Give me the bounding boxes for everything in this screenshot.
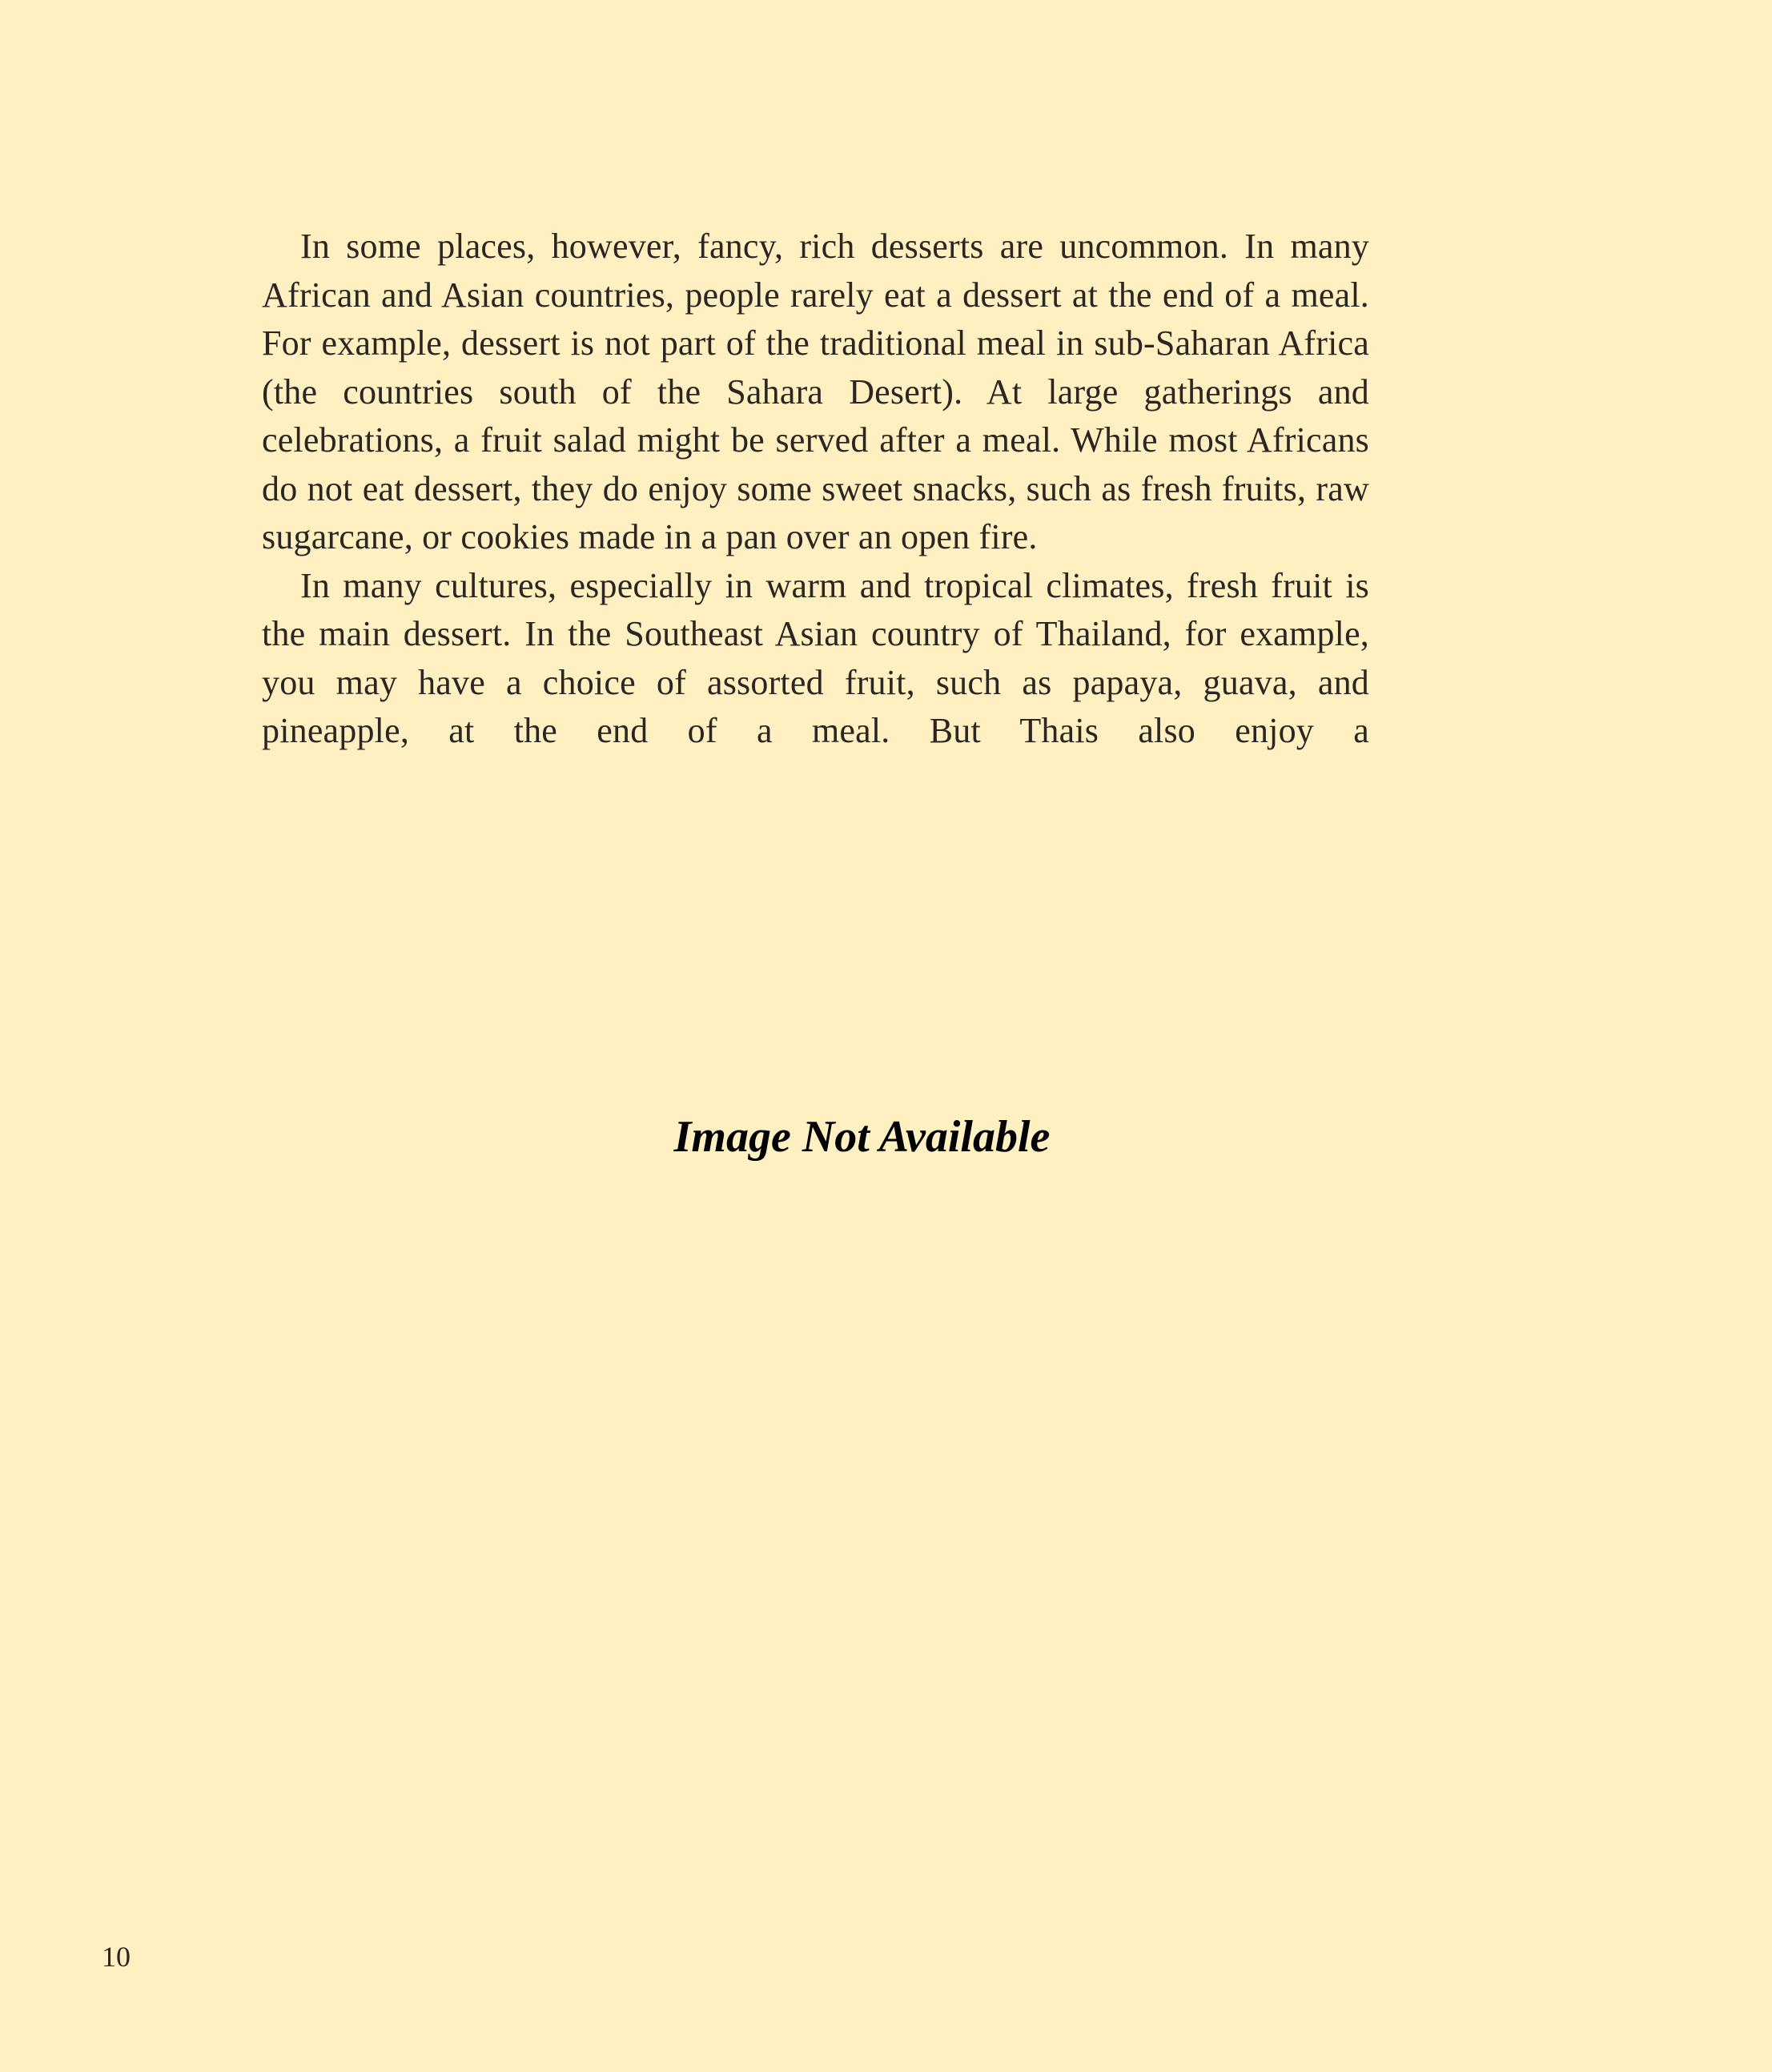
paragraph-fresh-fruit: In many cultures, especially in warm and tropical climates, fresh fruit is the main dessert. In the Southeast Asian country of Thailand, for example, you may have a choice of assorted fruit, such as papaya, guava, and pineapple, at the end of a meal. But Thais also enjoy a [262, 565, 1369, 750]
paragraph-desserts-uncommon: In some places, however, fancy, rich desserts are uncommon. In many African and Asian countries, people rarely eat a dessert at the end of a meal. For example, dessert is not part of the traditional meal in sub-Saharan Africa (the countries south of the Sahara Desert). At large gatherings and celebrations, a fruit salad might be served after a meal. While most Africans do not eat dessert, they do enjoy some sweet snacks, such as fresh fruits, raw sugarcane, or cookies made in a pan over an open fire. [262, 227, 1369, 556]
body-text [262, 223, 1369, 756]
page-number: 10 [102, 1941, 131, 1973]
image-not-available-label: Image Not Available [673, 1112, 1051, 1162]
image-placeholder [0, 1111, 1772, 1162]
